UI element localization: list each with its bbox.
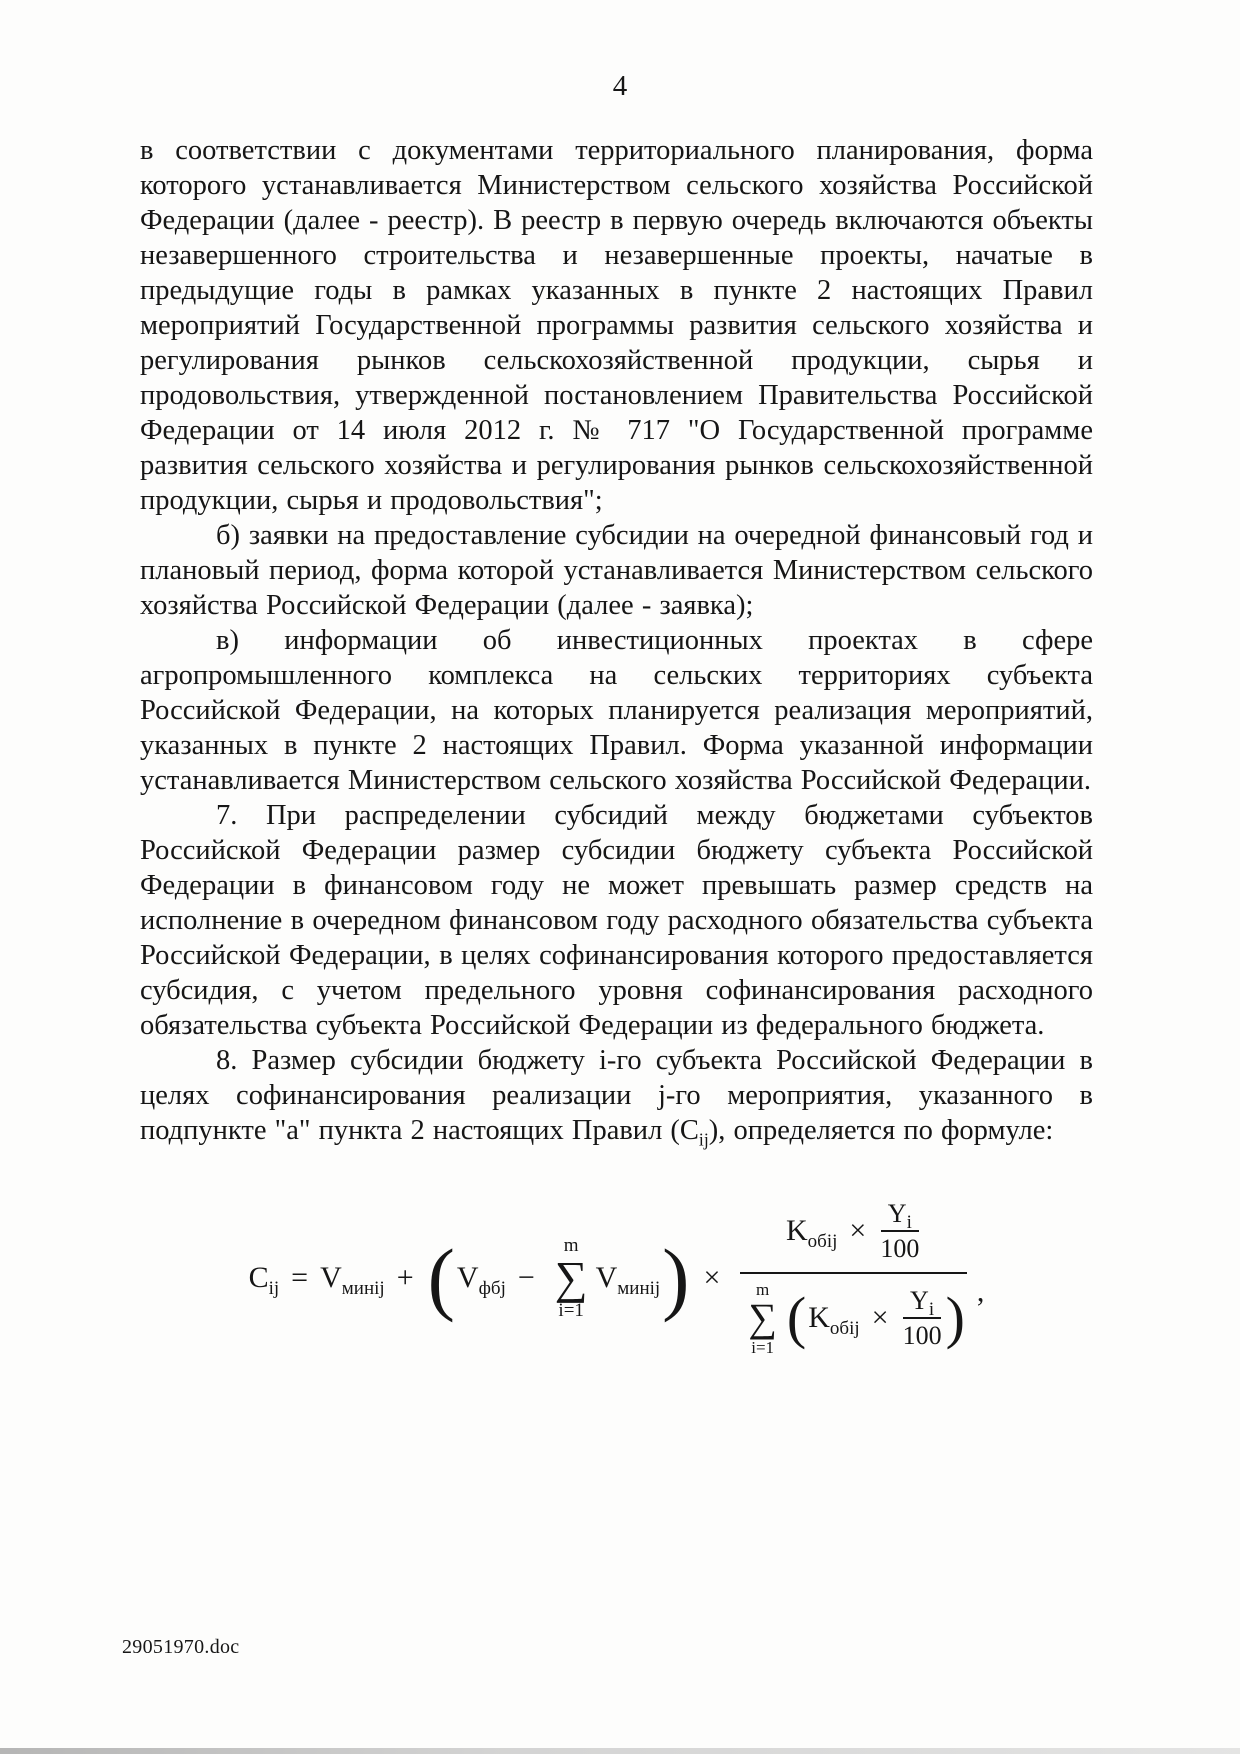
small-fraction-denominator: 100: [902, 1321, 942, 1351]
formula-v-base: V: [595, 1260, 618, 1294]
formula-term-vfb: [456, 1260, 506, 1299]
close-paren-big: ): [662, 1231, 690, 1323]
small-fraction-numerator: [881, 1200, 919, 1232]
formula-k-subscript: обij: [829, 1317, 860, 1339]
formula-k-base: K: [808, 1300, 830, 1334]
footer-filename: 29051970.doc: [122, 1636, 240, 1658]
formula-y-subscript: i: [928, 1298, 935, 1320]
formula-vmin-subscript: минij: [617, 1277, 661, 1299]
paragraph-item-v: в) информации об инвестиционных проектах в сфере агропромышленного комплекса на сельских территориях субъекта Российской Федерации, на которых планируется реализация мероприятий, указанных в пункте 2 настоящих Правил. Форма указанной информации устанавливается Министерством сельского хозяйства Российской Федерации.: [140, 625, 1093, 796]
sigma-icon: ∑: [748, 1294, 777, 1340]
paragraph-8: [140, 1043, 1093, 1148]
summation-upper-limit: m: [563, 1234, 579, 1256]
paragraph-8-subscript: ij: [698, 1129, 709, 1150]
formula-y-base: Y: [910, 1285, 929, 1315]
page-number: 4: [612, 70, 628, 102]
formula-term-vmin-2: [595, 1260, 661, 1299]
formula-comma: ,: [976, 1274, 985, 1308]
paragraph-item-b: б) заявки на предоставление субсидии на очередной финансовый год и плановый период, форма которой устанавливается Министерством сельского хозяйства Российской Федерации (далее - заявка);: [140, 520, 1093, 621]
formula-vmin-subscript: минij: [341, 1277, 385, 1299]
summation-lower-limit: i=1: [751, 1337, 775, 1357]
summation-symbol: [748, 1281, 777, 1356]
small-fraction-yi-100: [903, 1287, 942, 1350]
formula-k-subscript: обij: [807, 1231, 838, 1253]
small-fraction-denominator: 100: [880, 1234, 920, 1264]
equals-sign: =: [291, 1260, 309, 1294]
formula-term-c: [248, 1260, 280, 1299]
open-paren-big: (: [427, 1231, 455, 1323]
plus-sign: +: [396, 1260, 414, 1294]
paragraph-8-text-after: ), определяется по формуле:: [708, 1115, 1054, 1146]
formula-y-base: Y: [887, 1199, 907, 1228]
small-fraction-yi-100: [880, 1200, 919, 1263]
formula-y-subscript: i: [906, 1212, 912, 1234]
formula-v-base: V: [456, 1260, 479, 1294]
main-fraction: [740, 1200, 967, 1356]
formula-k-base: K: [785, 1214, 808, 1248]
times-sign: ×: [871, 1300, 889, 1334]
fraction-denominator: [740, 1274, 967, 1356]
paragraph-intro-continuation: в соответствии с документами территориального планирования, форма которого устанавливается Министерством сельского хозяйства Российской Федерации (далее - реестр). В реестр в первую очередь включаются объекты незавершенного строительства и незавершенные проекты, начатые в предыдущие годы в рамках указанных в пункте 2 настоящих Правил мероприятий Государственной программы развития сельского хозяйства и регулирования рынков сельскохозяйственной продукции, сырья и продовольствия, утвержденной постановлением Правительства Российской Федерации от 14 июля 2012 г. № 717 "О Государственной программе развития сельского хозяйства и регулирования рынков сельскохозяйственной продукции, сырья и продовольствия";: [140, 135, 1093, 516]
times-sign: ×: [703, 1260, 721, 1294]
formula-v-base: V: [320, 1260, 342, 1294]
sigma-icon: ∑: [554, 1251, 588, 1303]
summation-symbol: [555, 1236, 588, 1320]
small-fraction-numerator: [903, 1287, 941, 1319]
paragraph-7: 7. При распределении субсидий между бюджетами субъектов Российской Федерации размер субсидии бюджету субъекта Российской Федерации в финансовом году не может превышать размер средств на исполнение в очередном финансовом году расходного обязательства субъекта Российской Федерации, в целях софинансирования которого предоставляется субсидия, с учетом предельного уровня софинансирования расходного обязательства субъекта Российской Федерации из федерального бюджета.: [140, 800, 1093, 1041]
formula-vfb-subscript: фбj: [478, 1277, 506, 1299]
formula-term-k: [785, 1214, 838, 1253]
summation-upper-limit: m: [756, 1279, 770, 1299]
summation-lower-limit: i=1: [558, 1299, 584, 1321]
times-sign: ×: [849, 1214, 867, 1248]
open-paren: (: [786, 1285, 807, 1350]
formula-term-k: [808, 1300, 860, 1339]
formula-c-base: C: [248, 1260, 269, 1294]
paragraph-8-text: 8. Размер субсидии бюджету i-го субъекта Российской Федерации в целях софинансирования реализации j-го мероприятия, указанного в подпункте "а" пункта 2 настоящих Правил (C: [140, 1045, 1093, 1146]
minus-sign: −: [517, 1260, 535, 1294]
document-body: [140, 133, 1093, 1356]
fraction-numerator: [740, 1200, 967, 1274]
formula-c-subscript: ij: [268, 1277, 280, 1299]
subsidy-formula: [140, 1200, 1093, 1356]
formula-term-vmin: [320, 1260, 385, 1299]
close-paren: ): [945, 1285, 965, 1350]
scan-artifact-edge: [0, 1748, 1240, 1754]
